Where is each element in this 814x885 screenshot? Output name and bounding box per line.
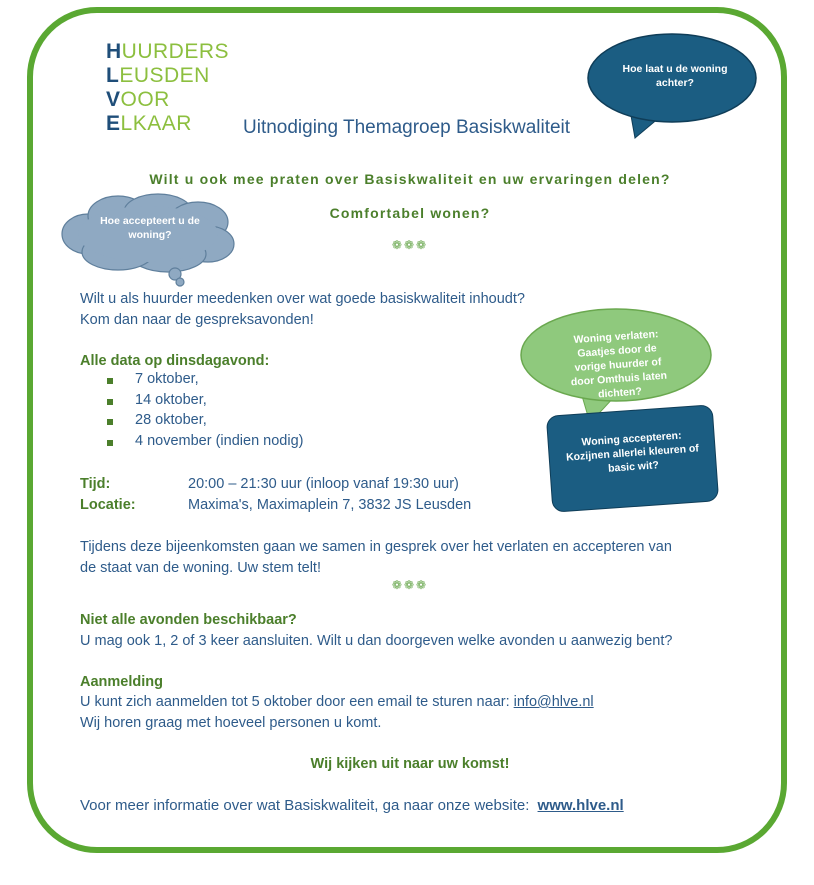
headline: Wilt u ook mee praten over Basiskwaliteit en uw ervaringen delen? — [149, 171, 671, 187]
bullet-marker — [107, 440, 113, 446]
cloud-bubble-left-text: Hoe accepteert u de woning? — [100, 215, 200, 241]
logo-line-3: VOOR — [106, 88, 170, 111]
subheadline: Comfortabel wonen? — [329, 205, 491, 221]
closing-text: Wij kijken uit naar uw komst! — [310, 756, 510, 772]
time-value: 20:00 – 21:30 uur (inloop vanaf 19:30 uur) — [188, 476, 459, 492]
intro-line-1: Wilt u als huurder meedenken over wat goede basiskwaliteit inhoudt? — [80, 291, 525, 307]
divider-ornament: ❁❁❁ — [391, 578, 429, 592]
divider-ornament: ❁❁❁ — [391, 238, 429, 252]
availability-text: U mag ook 1, 2 of 3 keer aansluiten. Wilt u dan doorgeven welke avonden u aanwezig bent? — [80, 633, 673, 649]
registration-text-2: Wij horen graag met hoeveel personen u komt. — [80, 715, 382, 731]
footer-text-label: Voor meer informatie over wat Basiskwaliteit, ga naar onze website: — [80, 797, 534, 814]
speech-bubble-top-right-text: Hoe laat u de woning achter? — [622, 63, 728, 89]
green-oval-bubble-text: Woning verlaten: Gaatjes door de vorige huurder of door Omthuis laten dichten? — [570, 328, 668, 401]
bullet-marker — [107, 378, 113, 384]
description-line-1: Tijdens deze bijeenkomsten gaan we samen in gesprek over het verlaten en accepteren van — [80, 539, 672, 555]
logo-line-1: HUURDERS — [106, 40, 230, 63]
description-line-2: de staat van de woning. Uw stem telt! — [80, 560, 321, 576]
logo-line-2: LEUSDEN — [106, 64, 210, 87]
logo-line-4: ELKAAR — [106, 112, 192, 135]
email-link[interactable]: info@hlve.nl — [513, 694, 594, 710]
dates-heading: Alle data op dinsdagavond: — [80, 353, 270, 369]
date-item: 7 oktober, — [135, 371, 199, 387]
bullet-marker — [107, 399, 113, 405]
date-item: 14 oktober, — [135, 392, 207, 408]
time-label: Tijd: — [80, 476, 111, 492]
registration-text — [80, 692, 594, 713]
availability-heading: Niet alle avonden beschikbaar? — [80, 612, 297, 628]
registration-text-label: U kunt zich aanmelden tot 5 oktober door een email te sturen naar: — [80, 694, 514, 710]
intro-line-2: Kom dan naar de gespreksavonden! — [80, 312, 314, 328]
website-link[interactable]: www.hlve.nl — [537, 797, 624, 814]
footer-text — [80, 795, 624, 816]
page-title: Uitnodiging Themagroep Basiskwaliteit — [243, 117, 571, 138]
location-label: Locatie: — [80, 497, 136, 513]
date-item: 4 november (indien nodig) — [135, 433, 304, 449]
bullet-marker — [107, 419, 113, 425]
registration-heading: Aanmelding — [80, 674, 163, 690]
date-item: 28 oktober, — [135, 412, 207, 428]
blue-box-bubble-text: Woning accepteren: Kozijnen allerlei kleuren of basic wit? — [565, 429, 700, 475]
location-value: Maxima's, Maximaplein 7, 3832 JS Leusden — [188, 497, 472, 513]
